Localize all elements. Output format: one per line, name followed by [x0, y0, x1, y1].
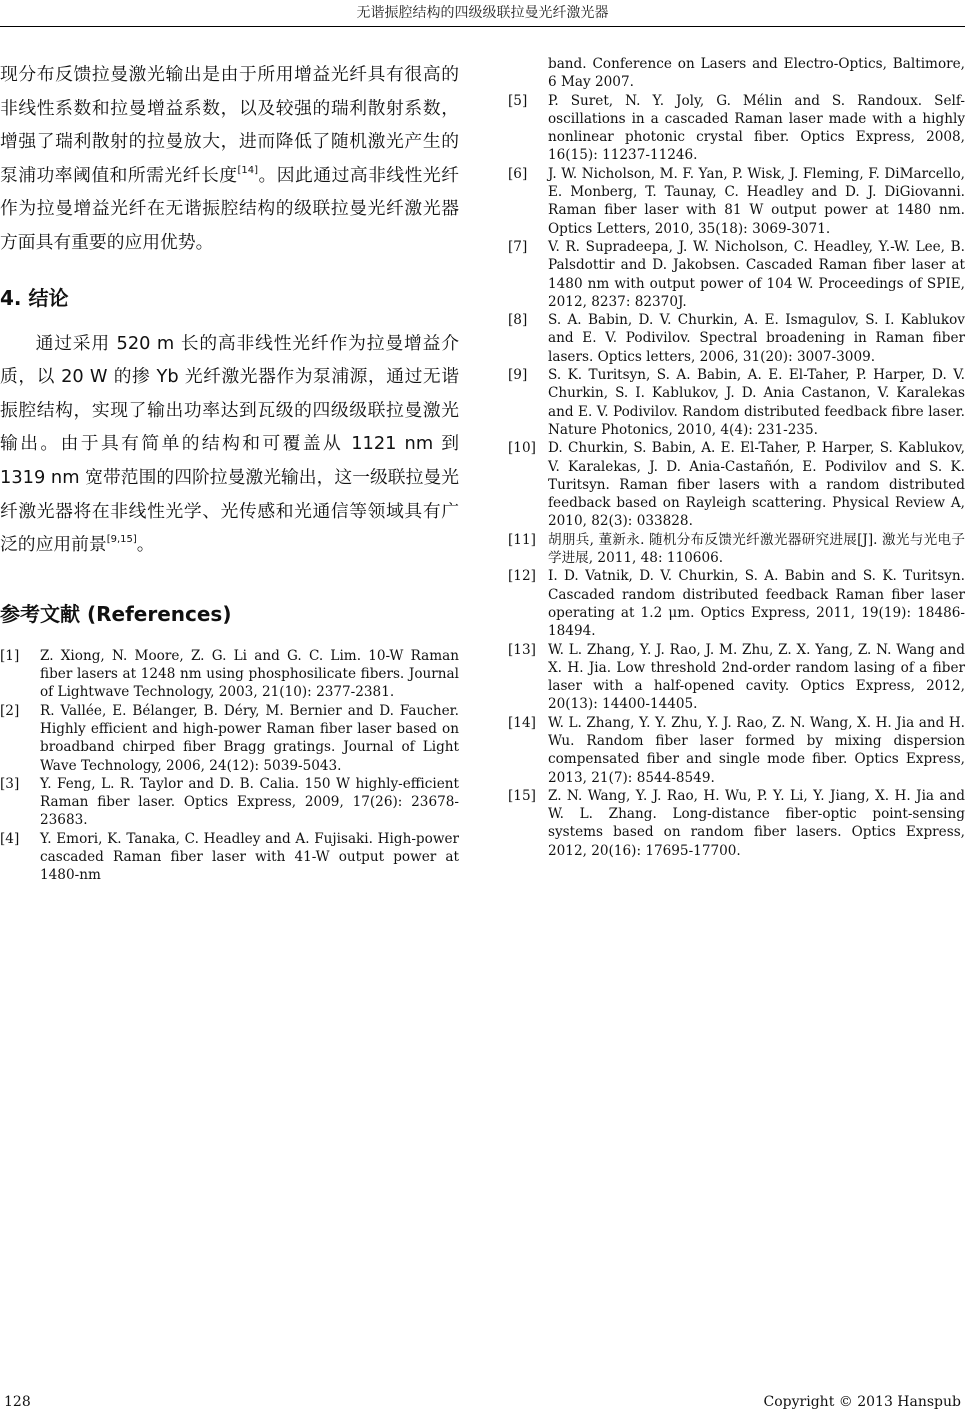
reference-item [508, 567, 965, 640]
paragraph-text: 通过采用 520 m 长的高非线性光纤作为拉曼增益介质，以 20 W 的掺 Yb 光纤激光器作为泵浦源，通过无谐振腔结构，实现了输出功率达到瓦级的四级级联拉曼激光输出。由于具有简单的结构和可覆盖从 1121 nm 到 1319 nm 宽带范围的四阶拉曼激光输出，这一级联拉曼光纤激光器将在非线性光学、光传感和光通信等领域具有广泛的应用前景 [0, 332, 459, 556]
reference-item [0, 830, 459, 885]
section-heading-conclusion: 4. 结论 [0, 285, 69, 310]
paragraph-text: 。 [136, 534, 155, 556]
paragraph-text: 。因此通过高非线性光纤作为拉曼增益光纤在无谐振腔结构的级联拉曼光纤激光器方面具有重要的应用优势。 [0, 164, 459, 253]
reference-text: D. Churkin, S. Babin, A. E. El-Taher, P. Harper, S. Kablukov, V. Karalekas, J. D. Ania-Castañón, E. Podivilov and S. K. Turitsyn. Raman fiber lasers with a random distributed feedback based on Rayleigh scattering. Physical Review A, 2010, 82(3): 033828. [548, 440, 965, 530]
reference-item [508, 787, 965, 860]
reference-number: [2] [0, 702, 20, 719]
reference-text: J. W. Nicholson, M. F. Yan, P. Wisk, J. Fleming, F. DiMarcello, E. Monberg, T. Taunay, C. Headley and D. J. DiGiovanni. Raman fiber laser with 81 W output power at 1480 nm. Optics Letters, 2010, 35(18): 3069-3071. [548, 165, 965, 237]
citation[interactable]: [9,15] [106, 534, 137, 546]
reference-number: [4] [0, 830, 20, 847]
reference-item [508, 92, 965, 165]
reference-number: [5] [508, 92, 528, 109]
reference-number: [15] [508, 787, 536, 804]
reference-item [508, 238, 965, 311]
reference-list-right [508, 92, 965, 860]
running-header: 无谐振腔结构的四级级联拉曼光纤激光器 [356, 5, 609, 21]
paragraph-discussion [0, 58, 459, 260]
reference-text: I. D. Vatnik, D. V. Churkin, S. A. Babin and S. K. Turitsyn. Cascaded random distributed feedback Raman fiber laser operating at 1.2 μm. Optics Express, 2011, 19(19): 18486-18494. [548, 568, 965, 640]
reference-text: Z. Xiong, N. Moore, Z. G. Li and G. C. Lim. 10-W Raman fiber lasers at 1248 nm using phosphosilicate fibers. Journal of Lightwave Technology, 2003, 21(10): 2377-2381. [40, 647, 459, 701]
reference-item [508, 531, 965, 568]
reference-item [508, 439, 965, 530]
reference-text: P. Suret, N. Y. Joly, G. Mélin and S. Randoux. Self-oscillations in a cascaded Raman laser made with a highly nonlinear photonic crystal fiber. Optics Express, 2008, 16(15): 11237-11246. [548, 92, 965, 164]
copyright-notice: Copyright © 2013 Hanspub [763, 1394, 961, 1410]
reference-text: Z. N. Wang, Y. J. Rao, H. Wu, P. Y. Li, Y. Jiang, X. H. Jia and W. L. Zhang. Long-distance fiber-optic point-sensing systems based on random fiber lasers. Optics Express, 2012, 20(16): 17695-17700. [548, 787, 965, 859]
reference-text: S. A. Babin, D. V. Churkin, A. E. Ismagulov, S. I. Kablukov and E. V. Podivilov. Spectral broadening in Raman fiber lasers. Optics letters, 2006, 31(20): 3007-3009. [548, 312, 965, 365]
reference-text: W. L. Zhang, Y. Y. Zhu, Y. J. Rao, Z. N. Wang, X. H. Jia and H. Wu. Random fiber laser formed by mixing dispersion compensated fiber and single mode fiber. Optics Express, 2013, 21(7): 8544-8549. [548, 714, 965, 786]
right-column [508, 55, 965, 860]
reference-number: [6] [508, 165, 528, 182]
reference-item [508, 714, 965, 787]
reference-number: [13] [508, 641, 536, 658]
reference-text: R. Vallée, E. Bélanger, B. Déry, M. Bernier and D. Faucher. Highly efficient and high-power Raman fiber laser based on broadband chirped fiber Bragg gratings. Journal of Light Wave Technology, 2006, 24(12): 5039-5043. [40, 702, 459, 774]
reference-item [508, 366, 965, 439]
header-rule [0, 26, 965, 27]
reference-text: V. R. Supradeepa, J. W. Nicholson, C. Headley, Y.-W. Lee, B. Palsdottir and D. Jakobsen. Cascaded Raman fiber laser at 1480 nm with output power of 104 W. Proceedings of SPIE, 2012, 8237: 82370J. [548, 238, 965, 310]
reference-number: [8] [508, 312, 528, 329]
reference-continuation: band. Conference on Lasers and Electro-Optics, Baltimore, 6 May 2007. [548, 56, 965, 91]
paragraph-text: 现分布反馈拉曼激光输出是由于所用增益光纤具有很高的非线性系数和拉曼增益系数，以及较强的瑞利散射系数，增强了瑞利散射的拉曼放大，进而降低了随机激光产生的泵浦功率阈值和所需光纤长度 [0, 64, 459, 186]
reference-item [0, 702, 459, 775]
page-number: 128 [4, 1394, 31, 1410]
reference-text: Y. Emori, K. Tanaka, C. Headley and A. Fujisaki. High-power cascaded Raman fiber laser with 41-W output power at 1480-nm [40, 830, 459, 884]
reference-text: Y. Feng, L. R. Taylor and D. B. Calia. 150 W highly-efficient Raman fiber laser. Optics Express, 2009, 17(26): 23678-23683. [40, 775, 459, 829]
reference-text: 胡朋兵, 董新永. 随机分布反馈光纤激光器研究进展[J]. 激光与光电子学进展, 2011, 48: 110606. [548, 531, 965, 567]
reference-number: [12] [508, 568, 536, 585]
reference-text: S. K. Turitsyn, S. A. Babin, A. E. El-Taher, P. Harper, D. V. Churkin, S. I. Kablukov, J. D. Ania Castanon, V. Karalekas and E. V. Podivilov. Random distributed feedback fibre laser. Nature Photonics, 2010, 4(4): 231-235. [548, 367, 965, 438]
reference-list-left [0, 647, 459, 885]
paragraph-conclusion [0, 327, 459, 562]
reference-item [0, 647, 459, 702]
reference-text: W. L. Zhang, Y. J. Rao, J. M. Zhu, Z. X. Yang, Z. N. Wang and X. H. Jia. Low threshold 2nd-order random lasing of a fiber laser with a half-opened cavity. Optics Express, 2012, 20(13): 14400-14405. [548, 641, 965, 713]
reference-number: [10] [508, 440, 536, 457]
left-column [0, 58, 459, 885]
reference-item [508, 311, 965, 366]
citation[interactable]: [14] [237, 164, 259, 176]
reference-number: [7] [508, 238, 528, 255]
reference-number: [3] [0, 775, 20, 792]
section-heading-references: 参考文献 (References) [0, 601, 232, 626]
reference-number: [1] [0, 647, 20, 664]
reference-number: [14] [508, 714, 536, 731]
reference-item [508, 641, 965, 714]
reference-item [0, 775, 459, 830]
reference-number: [11] [508, 531, 536, 548]
reference-item [508, 165, 965, 238]
reference-number: [9] [508, 367, 528, 384]
